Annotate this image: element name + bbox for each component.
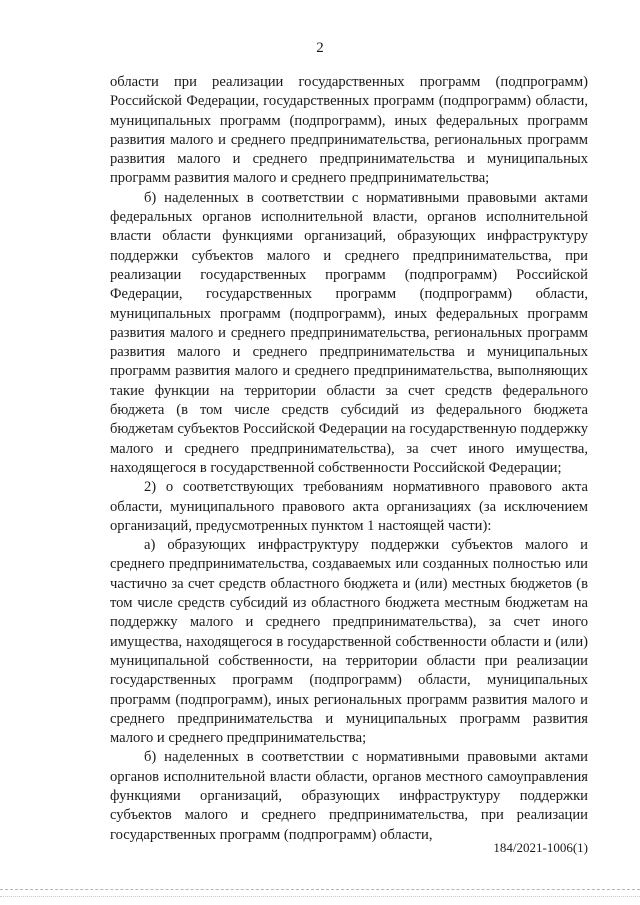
paragraph-subitem-b-federal: б) наделенных в соответствии с нормативными правовыми актами федеральных органов исполнительной власти, органов исполнительной власти области функциями организаций, образующих инфраструктуру поддержки субъектов малого и среднего предпринимательства, при реализации государственных программ (подпрограмм) Российской Федерации, государственных программ (подпрограмм) области, муниципальных программ (подпрограмм), иных федеральных программ развития малого и среднего предпринимательства, региональных программ развития малого и среднего предпринимательства и муниципальных программ развития малого и среднего предпринимательства, выполняющих такие функции на территории области за счет средств федерального бюджета (в том числе средств субсидий из федерального бюджета бюджетам субъектов Российской Федерации на государственную поддержку малого и среднего предпринимательства), за счет иного имущества, находящегося в государственной собственности Российской Федерации; [110,189,588,476]
scan-edge-line [0,896,640,898]
paragraph-continuation: области при реализации государственных программ (подпрограмм) Российской Федерации, государственных программ (подпрограмм) области, муниципальных программ (подпрограмм), иных федеральных программ развития малого и среднего предпринимательства, региональных программ развития малого и среднего предпринимательства и муниципальных программ развития малого и среднего предпринимательства; [110,74,588,187]
paragraph-item-2: 2) о соответствующих требованиям нормативного правового акта области, муниципального правового акта организациях (за исключением организаций, предусмотренных пунктом 1 настоящей части): [110,479,588,534]
paragraph-subitem-b-regional: б) наделенных в соответствии с нормативными правовыми актами органов исполнительной власти области, органов местного самоуправления функциями организаций, образующих инфраструктуру поддержки субъектов малого и среднего предпринимательства, при реализации государственных программ (подпрограмм) области, [110,749,588,843]
document-body [110,73,588,845]
paragraph-subitem-a: а) образующих инфраструктуру поддержки субъектов малого и среднего предпринимательства, создаваемых или созданных полностью или частично за счет средств областного бюджета и (или) местных бюджетов (в том числе средств субсидий из областного бюджета местным бюджетам на поддержку малого и среднего предпринимательства), за счет иного имущества, находящегося в государственной собственности области и (или) муниципальной собственности, на территории области при реализации государственных программ (подпрограмм) области, муниципальных программ (подпрограмм), иных региональных программ развития малого и среднего предпринимательства и муниципальных программ развития малого и среднего предпринимательства; [110,537,588,747]
page-number: 2 [316,40,324,56]
document-code: 184/2021-1006(1) [493,840,588,855]
scan-edge-line [0,889,640,891]
